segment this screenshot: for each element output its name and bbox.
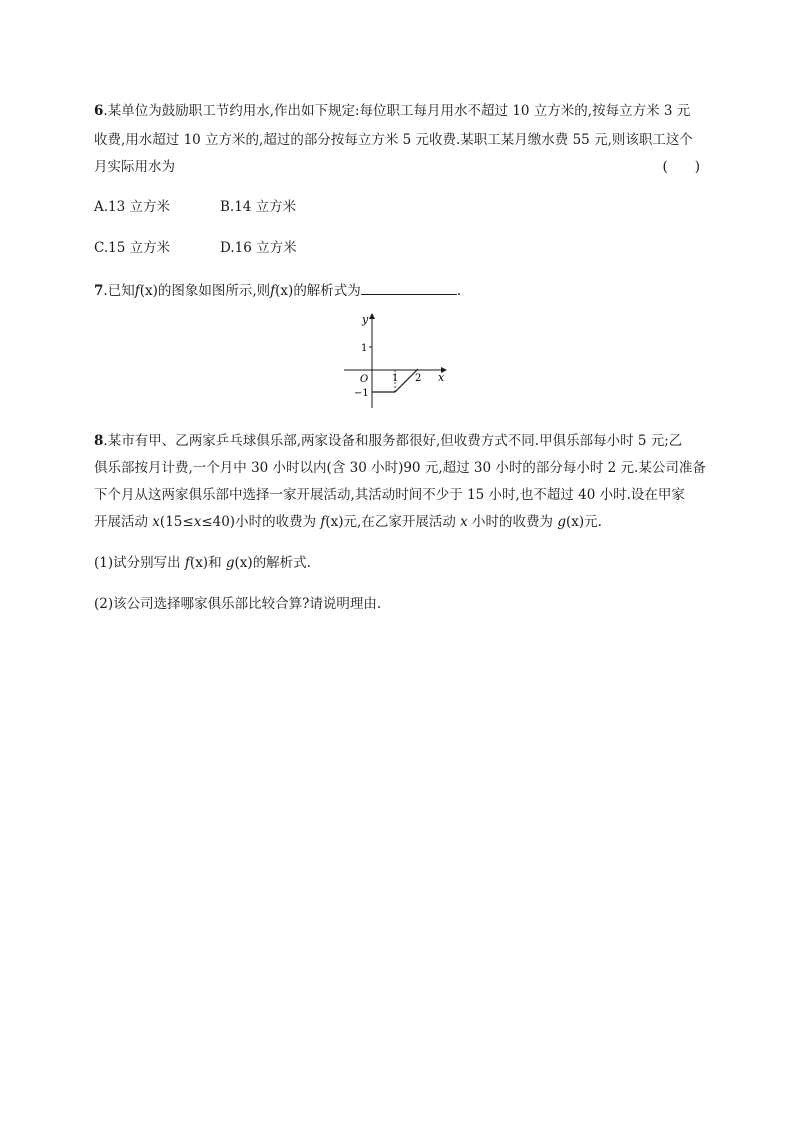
- q6-number: 6: [94, 103, 104, 119]
- q8-s1-f: f: [184, 555, 190, 571]
- q7-number: 7: [94, 283, 104, 299]
- q8-l4-x3: x: [460, 514, 468, 530]
- q8-s1-d: 和: [208, 555, 226, 571]
- q8-line-3: 下个月从这两家俱乐部中选择一家开展活动,其活动时间不少于 15 小时,也不超过 40 小时.设在甲家: [94, 487, 685, 503]
- q8-l4-x2: x: [193, 514, 202, 530]
- q8-s1-g-end: 的解析式.: [252, 555, 311, 571]
- q6-line-1: [94, 102, 690, 120]
- q8-l4-f: f: [320, 514, 326, 530]
- q6-line-2: 收费,用水超过 10 立方米的,超过的部分按每立方米 5 元收费.某职工某月缴水费 55 元,则该职工这个: [94, 132, 693, 148]
- graph-tick-y-1: 1: [361, 343, 368, 354]
- q8-l4-g: g: [557, 514, 566, 530]
- q8-l4-m: 元.: [584, 514, 602, 530]
- graph-origin-label: O: [360, 374, 369, 385]
- q8-sub-1: [94, 554, 311, 572]
- q7-text-b: 的图象如图所示,则: [157, 283, 271, 299]
- q7-answer-blank[interactable]: [361, 281, 457, 295]
- q8-sub-2: (2)该公司选择哪家俱乐部比较合算?请说明理由.: [94, 596, 382, 612]
- q8-l4-gx: (x): [566, 514, 585, 530]
- q8-s1-g: g: [225, 555, 235, 571]
- q8-s1-fx: (x): [189, 555, 209, 571]
- q7-fx-arg-2: (x): [275, 283, 294, 299]
- q8-l4-fx: (x): [325, 514, 344, 530]
- q6-option-c: C.15 立方米: [94, 240, 171, 256]
- q8-l4-a: 开展活动: [94, 514, 153, 530]
- q8-l4-x: x: [152, 514, 160, 530]
- q6-option-d: D.16 立方米: [220, 240, 297, 256]
- q7-text-c: 的解析式为: [293, 283, 361, 299]
- graph-tick-y-neg1: −1: [354, 388, 369, 399]
- graph-tick-x-1: 1: [392, 373, 399, 384]
- q6-text-3: 月实际用水为: [94, 159, 175, 175]
- q8-line-4: [94, 513, 602, 531]
- q8-l4-e: ≤40)小时的收费为: [201, 514, 321, 530]
- q8-number: 8: [94, 433, 104, 449]
- q8-l4-c: (15≤: [159, 514, 194, 530]
- q7-text-a: .已知: [103, 283, 135, 299]
- q8-text-1: .某市有甲、乙两家乒乓球俱乐部,两家设备和服务都很好,但收费方式不同.甲俱乐部每小时 5 元;乙: [103, 433, 683, 449]
- q6-line-3: [94, 158, 700, 176]
- q7-text-end: .: [456, 283, 462, 299]
- graph-tick-x-2: 2: [415, 373, 422, 384]
- q6-text-1: .某单位为鼓励职工节约用水,作出如下规定:每位职工每月用水不超过 10 立方米的,按每立方米 3 元: [103, 103, 691, 119]
- q7-f-symbol: f: [134, 283, 140, 299]
- q7-fx-arg: (x): [139, 283, 158, 299]
- q8-line-2: 俱乐部按月计费,一个月中 30 小时以内(含 30 小时)90 元,超过 30 小时的部分每小时 2 元.某公司准备: [94, 460, 706, 476]
- q8-s1-gx: (x): [234, 555, 253, 571]
- q6-option-b: B.14 立方米: [220, 199, 297, 215]
- q6-answer-paren: ( ): [662, 159, 700, 175]
- q6-option-a: A.13 立方米: [94, 199, 171, 215]
- graph-x-label: x: [438, 371, 445, 384]
- q7-f-symbol-2: f: [270, 283, 276, 299]
- q7-function-graph: [342, 310, 452, 410]
- graph-y-label: y: [362, 313, 369, 326]
- q8-l4-j: 小时的收费为: [467, 514, 558, 530]
- q8-l4-h: 元,在乙家开展活动: [343, 514, 461, 530]
- q8-line-1: [94, 432, 682, 450]
- q8-s1-a: (1)试分别写出: [94, 555, 185, 571]
- q7-line: [94, 281, 461, 300]
